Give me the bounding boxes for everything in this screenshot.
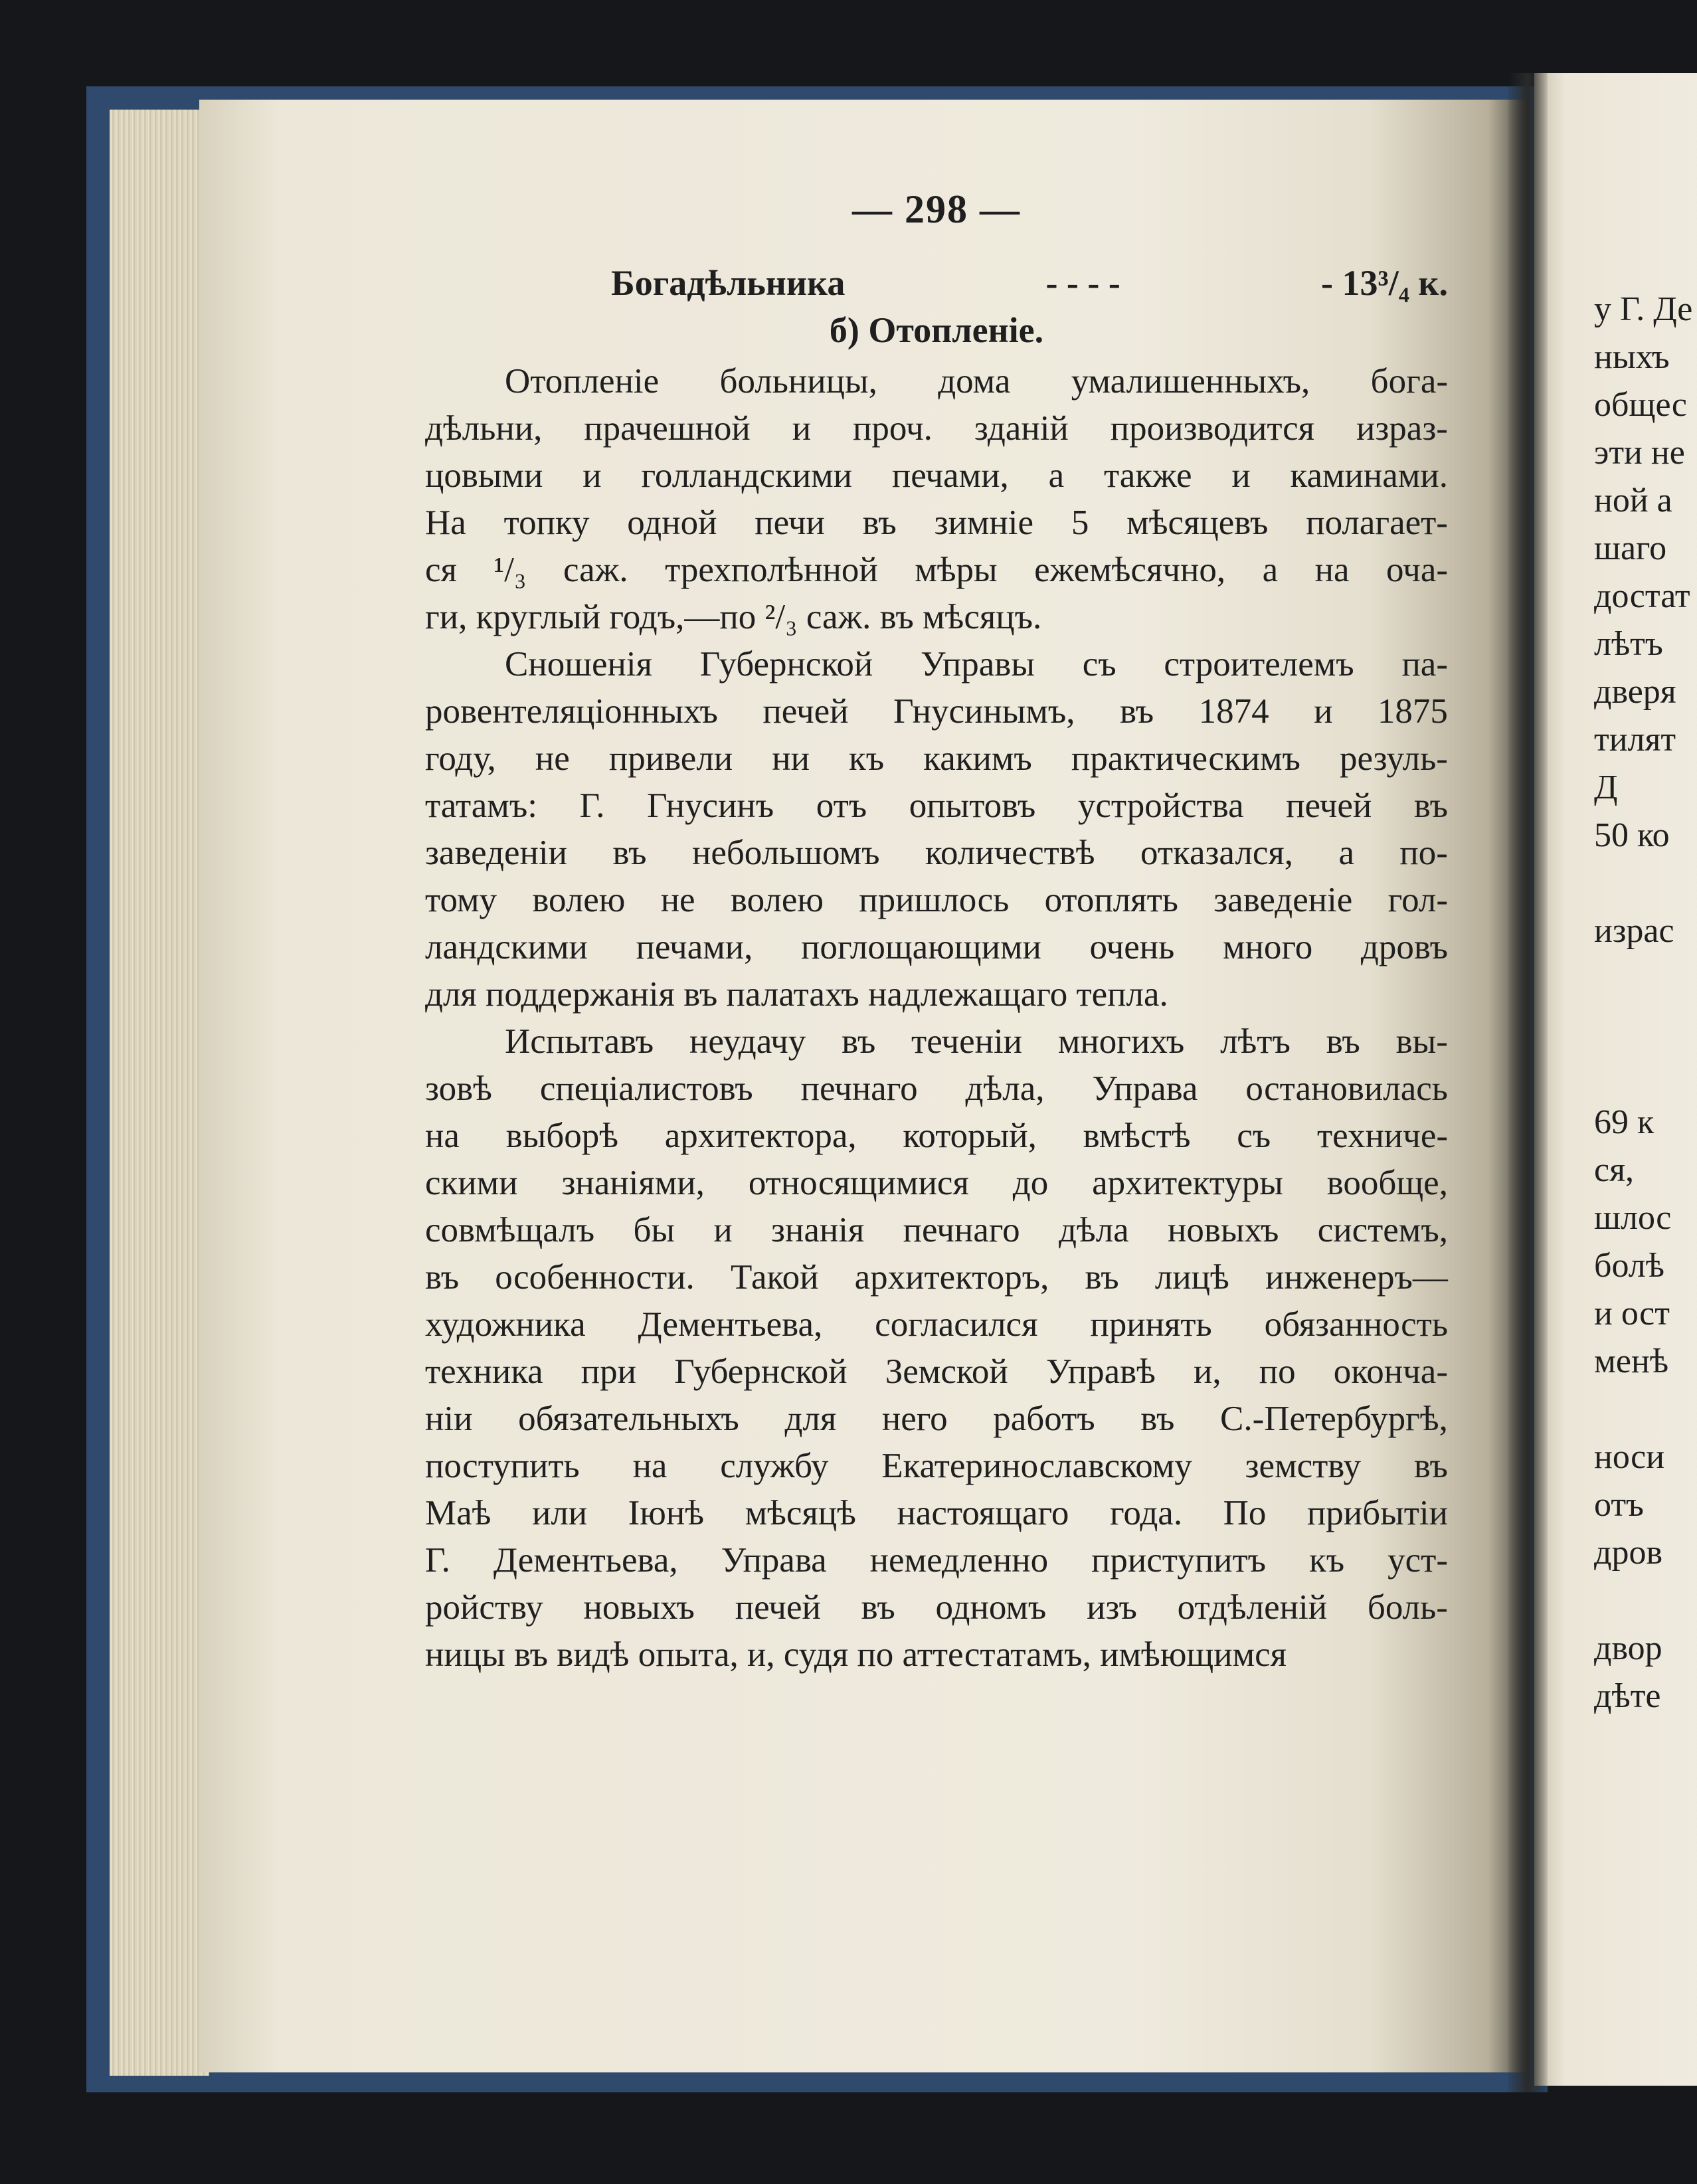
paragraphs	[425, 358, 1448, 1679]
right-page-line: общес	[1594, 386, 1687, 424]
page-text	[425, 186, 1448, 1679]
title-dots: - - - -	[1045, 263, 1120, 303]
text-line: Г. Дементьева, Управа немедленно приступитъ къ уст-	[425, 1541, 1448, 1580]
text-line: совмѣщалъ бы и знанія печнаго дѣла новыхъ системъ,	[425, 1211, 1448, 1249]
right-page-line: достат	[1594, 577, 1690, 615]
right-page-line: у Г. Де	[1594, 290, 1693, 328]
right-page-line	[1594, 955, 1697, 1003]
title-value: - 13³/₄ к.	[1321, 263, 1448, 303]
right-page-line: тилят	[1594, 721, 1676, 759]
right-page-line: ся,	[1594, 1151, 1634, 1189]
text-line: татамъ: Г. Гнусинъ отъ опытовъ устройства печей въ	[425, 786, 1448, 825]
paragraph	[425, 641, 1448, 1018]
text-line: заведеніи въ небольшомъ количествѣ отказался, а по-	[425, 834, 1448, 872]
right-page-line: дверя	[1594, 673, 1676, 711]
text-line: Маѣ или Іюнѣ мѣсяцѣ настоящаго года. По прибытіи	[425, 1494, 1448, 1532]
text-line: зовѣ спеціалистовъ печнаго дѣла, Управа остановилась	[425, 1069, 1448, 1108]
text-line: техника при Губернской Земской Управѣ и, по оконча-	[425, 1352, 1448, 1391]
text-line: цовыми и голландскими печами, а также и каминами.	[425, 456, 1448, 495]
right-page-line: дров	[1594, 1534, 1663, 1572]
right-page-line: ныхъ	[1594, 338, 1670, 376]
text-line: въ особенности. Такой архитекторъ, въ лицѣ инженеръ—	[425, 1258, 1448, 1297]
right-page-line: шлос	[1594, 1199, 1672, 1237]
section-heading: б) Отопленіе.	[829, 310, 1044, 350]
text-line: ландскими печами, поглощающими очень много дровъ	[425, 928, 1448, 966]
paragraph	[425, 1018, 1448, 1679]
right-page-line: двор	[1594, 1629, 1662, 1667]
text-line: на выборѣ архитектора, который, вмѣстѣ съ техниче-	[425, 1117, 1448, 1155]
right-page-line: шаго	[1594, 529, 1667, 567]
text-line: ги, круглый годъ,—по ²/₃ саж. въ мѣсяцъ.	[425, 598, 1042, 636]
right-page-line: лѣтъ	[1594, 625, 1663, 663]
title-label: Богадѣльника	[611, 263, 846, 303]
text-line: ровентеляціонныхъ печей Гнусинымъ, въ 1874 и 1875	[425, 692, 1448, 731]
right-page-text	[1594, 286, 1697, 1720]
right-page-line: дѣте	[1594, 1677, 1661, 1715]
right-page-line: носи	[1594, 1438, 1665, 1476]
paragraph	[425, 358, 1448, 641]
page-number: — 298 —	[852, 187, 1021, 231]
right-page-line: Д	[1594, 769, 1618, 806]
title-line	[425, 260, 1448, 307]
right-page-line	[1594, 1577, 1697, 1625]
page-edges	[110, 110, 209, 2076]
text-line: для поддержанія въ палатахъ надлежащаго тепла.	[425, 975, 1168, 1014]
right-page-line: и ост	[1594, 1295, 1670, 1332]
text-line: скими знаніями, относящимися до архитектуры вообще,	[425, 1164, 1448, 1202]
text-line: поступить на службу Екатеринославскому земству въ	[425, 1447, 1448, 1485]
right-page-line: эти не	[1594, 434, 1685, 472]
text-line: ніи обязательныхъ для него работъ въ С.-Петербургѣ,	[425, 1400, 1448, 1438]
right-page-line: 69 к	[1594, 1103, 1654, 1141]
text-line: ницы въ видѣ опыта, и, судя по аттестатамъ, имѣющимся	[425, 1635, 1287, 1674]
right-page-line	[1594, 860, 1697, 907]
book-gutter	[1508, 73, 1548, 2092]
right-page-line: израс	[1594, 912, 1674, 950]
right-page-line	[1594, 1051, 1697, 1099]
right-page-line: 50 ко	[1594, 816, 1670, 854]
text-line: дѣльни, прачешной и проч. зданій производится израз-	[425, 409, 1448, 448]
text-line: тому волею не волею пришлось отоплять заведеніе гол-	[425, 881, 1448, 919]
text-line: Отопленіе больницы, дома умалишенныхъ, бога-	[505, 362, 1448, 401]
text-line: художника Дементьева, согласился принять обязанность	[425, 1305, 1448, 1344]
text-line: Сношенія Губернской Управы съ строителемъ па-	[505, 645, 1448, 683]
right-page-line	[1594, 1003, 1697, 1051]
right-page-line: менѣ	[1594, 1342, 1669, 1380]
text-line: ройству новыхъ печей въ одномъ изъ отдѣленій боль-	[425, 1588, 1448, 1627]
right-page-line	[1594, 1386, 1697, 1433]
right-page-line: болѣ	[1594, 1247, 1664, 1285]
text-line: году, не привели ни къ какимъ практическимъ резуль-	[425, 739, 1448, 778]
text-line: ся ¹/₃ саж. трехполѣнной мѣры ежемѣсячно, а на оча-	[425, 551, 1448, 589]
text-line: На топку одной печи въ зимніе 5 мѣсяцевъ полагает-	[425, 503, 1448, 542]
text-line: Испытавъ неудачу въ теченіи многихъ лѣтъ въ вы-	[505, 1022, 1448, 1061]
right-page-line: отъ	[1594, 1486, 1644, 1524]
right-page-line: ной а	[1594, 482, 1672, 519]
